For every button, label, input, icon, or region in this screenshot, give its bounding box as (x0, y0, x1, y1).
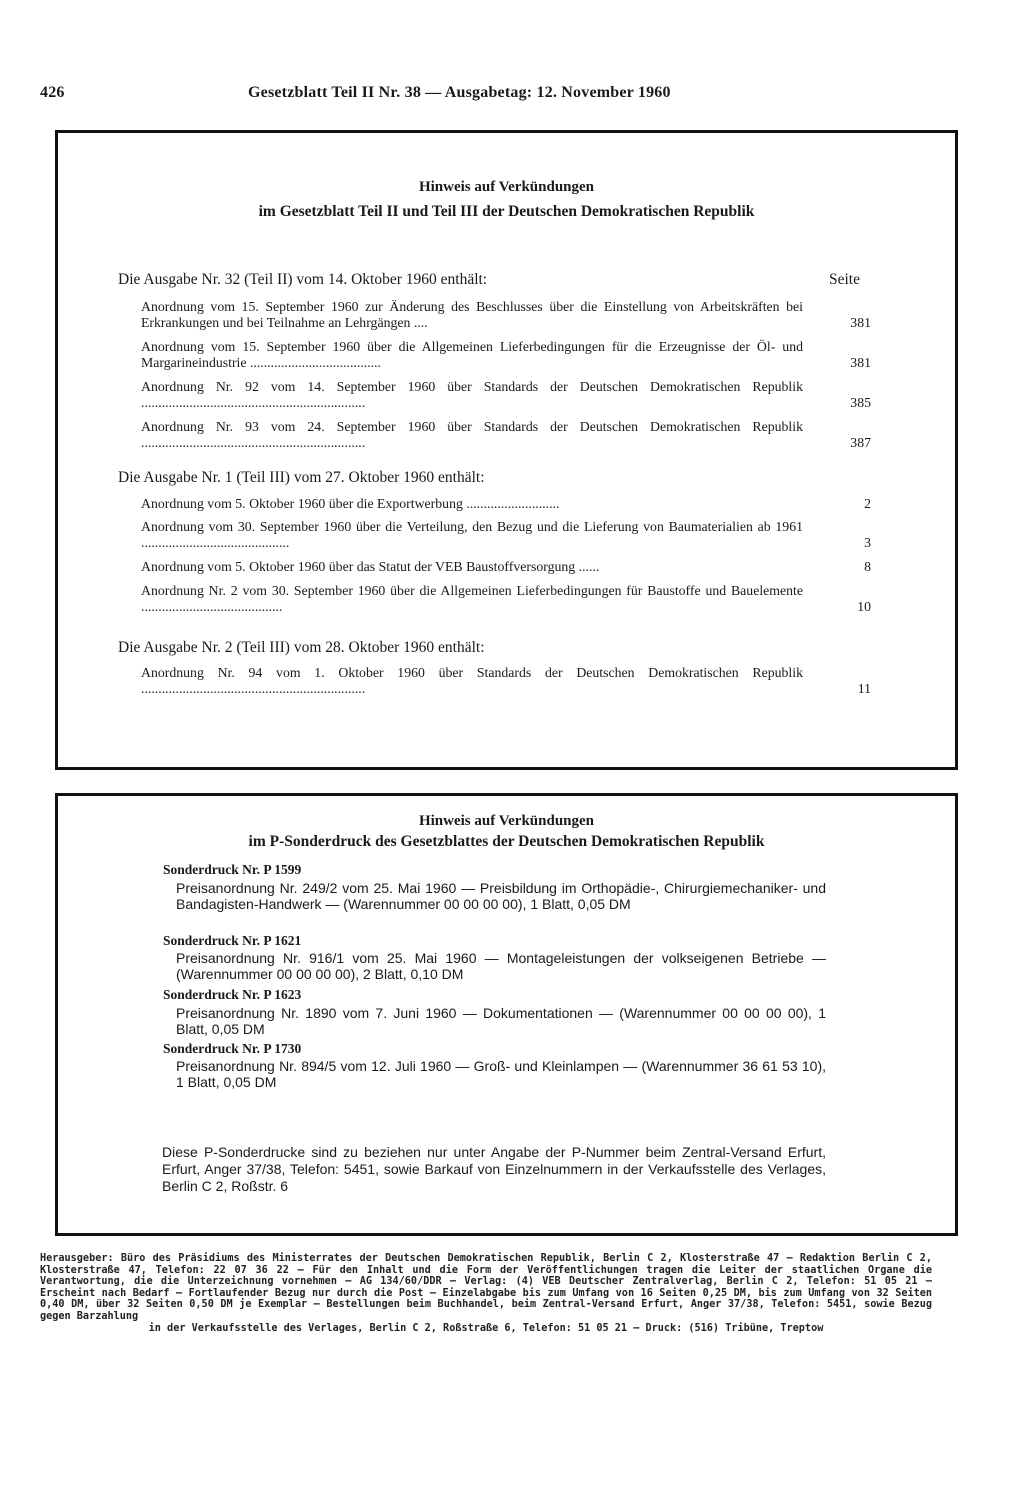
list-item: Anordnung vom 5. Oktober 1960 über das Statut der VEB Baustoffversorgung ...... 8 (141, 559, 871, 574)
page-ref: 2 (864, 496, 871, 511)
issue-heading: Die Ausgabe Nr. 1 (Teil III) vom 27. Oktober 1960 enthält: (118, 469, 485, 486)
page-number: 426 (40, 84, 65, 101)
page-ref: 3 (864, 535, 871, 550)
list-item: Anordnung vom 15. September 1960 zur Änderung des Beschlusses über die Einstellung von Arbeitskräften bei Erkrankungen und bei Teilnahme an Lehrgängen .... 381 (141, 299, 871, 330)
seite-label: Seite (829, 271, 860, 288)
list-item: Anordnung Nr. 93 vom 24. September 1960 über Standards der Deutschen Demokratischen Republik ................................................................. 387 (141, 419, 871, 450)
page-ref: 387 (850, 435, 871, 450)
list-item: Anordnung vom 15. September 1960 über die Allgemeinen Lieferbedingungen für die Erzeugnisse der Öl- und Margarineindustrie ...................................... 381 (141, 339, 871, 370)
list-item: Anordnung vom 5. Oktober 1960 über die Exportwerbung ........................... 2 (141, 496, 871, 511)
sonderdruck-heading: Sonderdruck Nr. P 1599 (163, 862, 302, 877)
sonderdruck-text: Preisanordnung Nr. 916/1 vom 25. Mai 1960 — Montageleistungen der volkseigenen Betriebe — (Warennummer 00 00 00 00), 2 Blatt, 0,10 DM (176, 950, 826, 982)
list-item: Anordnung vom 30. September 1960 über die Verteilung, den Bezug und die Lieferung von Baumaterialien ab 1961 ........................................... 3 (141, 519, 871, 550)
sonderdruck-text: Preisanordnung Nr. 249/2 vom 25. Mai 1960 — Preisbildung im Orthopädie-, Chirurgiemechaniker- und Bandagisten-Handwerk — (Warennummer 00 00 00 00), 1 Blatt, 0,05 DM (176, 880, 826, 912)
page-ref: 8 (864, 559, 871, 574)
box-title: Hinweis auf Verkündungen (418, 179, 595, 195)
p-sonderdruck-notice-box (55, 793, 958, 1236)
sonderdruck-text: Preisanordnung Nr. 894/5 vom 12. Juli 1960 — Groß- und Kleinlampen — (Warennummer 36 61 53 10), 1 Blatt, 0,05 DM (176, 1058, 826, 1090)
gesetzblatt-notice-box (55, 130, 958, 770)
page-ref: 11 (857, 681, 871, 696)
running-title: Gesetzblatt Teil II Nr. 38 — Ausgabetag: 12. November 1960 (248, 84, 671, 101)
sonderdruck-heading: Sonderdruck Nr. P 1730 (163, 1041, 302, 1056)
box-subtitle: im Gesetzblatt Teil II und Teil III der Deutschen Demokratischen Republik (258, 203, 755, 220)
list-item: Anordnung Nr. 92 vom 14. September 1960 über Standards der Deutschen Demokratischen Republik ................................................................. 385 (141, 379, 871, 410)
list-item: Anordnung Nr. 94 vom 1. Oktober 1960 über Standards der Deutschen Demokratischen Republik ................................................................. 11 (141, 665, 871, 696)
imprint: Herausgeber: Büro des Präsidiums des Ministerrates der Deutschen Demokratischen Republik, Berlin C 2, Klosterstraße 47 — Redaktion Berlin C 2, Klosterstraße 47, Telefon: 22 07 36 22 — Für den Inhalt und die Form der Veröffentlichungen tragen die Leiter der staatlichen Organe die Verantwortung, die die Unterzeichnung vornehmen — AG 134/60/DDR — Verlag: (4) VEB Deutscher Zentralverlag, Berlin C 2, Telefon: 51 05 21 — Erscheint nach Bedarf — Fortlaufender Bezug nur durch die Post — Einzelabgabe bis zum Umfang von 16 Seiten 0,25 DM, bis zum Umfang von 32 Seiten 0,40 DM, über 32 Seiten 0,50 DM je Exemplar — Bestellungen beim Buchhandel, beim Zentral-Versand Erfurt, Anger 37/38, Telefon: 5451, sowie Bezug gegen Barzahlung in der Verkaufsstelle des Verlages, Berlin C 2, Roßstraße 6, Telefon: 51 05 21 — Druck: (516) Tribüne, Treptow (40, 1253, 932, 1334)
sonderdruck-text: Preisanordnung Nr. 1890 vom 7. Juni 1960 — Dokumentationen — (Warennummer 00 00 00 00), 1 Blatt, 0,05 DM (176, 1005, 826, 1037)
issue-heading: Die Ausgabe Nr. 2 (Teil III) vom 28. Oktober 1960 enthält: (118, 639, 485, 656)
page-ref: 381 (850, 315, 871, 330)
page-ref: 381 (850, 355, 871, 370)
ordering-notice: Diese P-Sonderdrucke sind zu beziehen nur unter Angabe der P-Nummer beim Zentral-Versand Erfurt, Erfurt, Anger 37/38, Telefon: 5451, sowie Barkauf von Einzelnummern in der Verkaufsstelle des Verlages, Berlin C 2, Roßstr. 6 (162, 1144, 826, 1194)
page-ref: 385 (850, 395, 871, 410)
sonderdruck-heading: Sonderdruck Nr. P 1621 (163, 933, 302, 948)
list-item: Anordnung Nr. 2 vom 30. September 1960 über die Allgemeinen Lieferbedingungen für Baustoffe und Bauelemente ......................................... 10 (141, 583, 871, 614)
box-subtitle: im P-Sonderdruck des Gesetzblattes der Deutschen Demokratischen Republik (248, 833, 765, 850)
box-title: Hinweis auf Verkündungen (418, 813, 595, 829)
sonderdruck-heading: Sonderdruck Nr. P 1623 (163, 987, 302, 1002)
page-ref: 10 (857, 599, 871, 614)
issue-heading: Die Ausgabe Nr. 32 (Teil II) vom 14. Oktober 1960 enthält: Seite (118, 271, 860, 288)
